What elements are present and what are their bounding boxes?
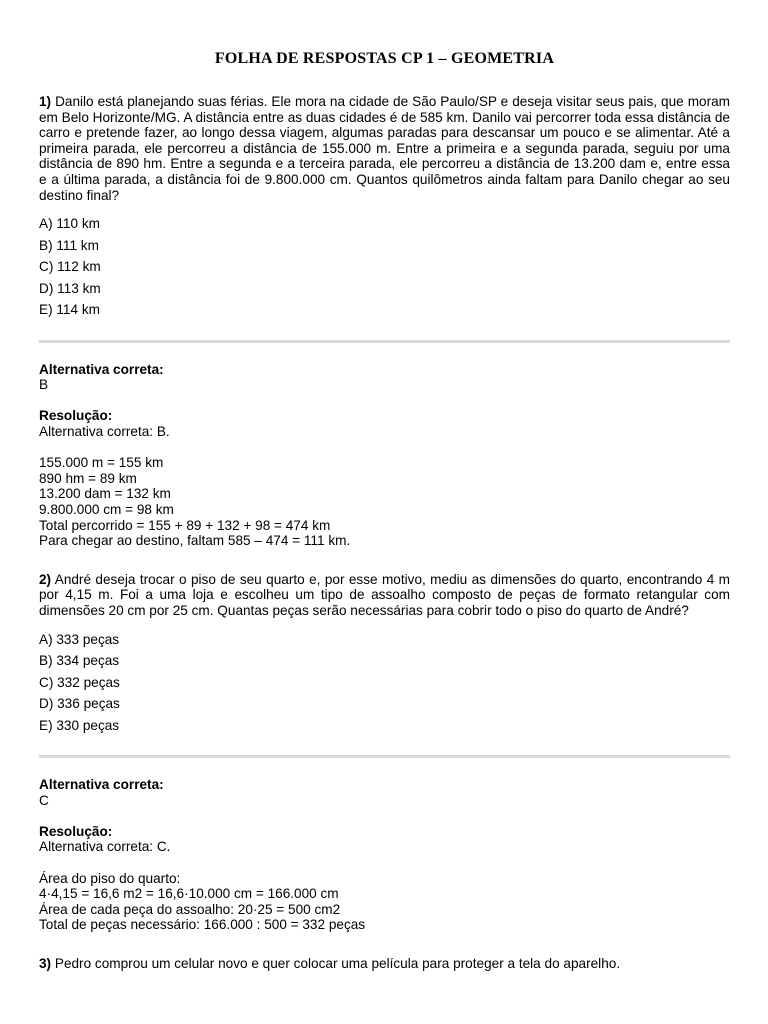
resolution-line: 890 hm = 89 km bbox=[39, 470, 137, 486]
option-e: E) 114 km bbox=[39, 302, 100, 318]
page-title: FOLHA DE RESPOSTAS CP 1 – GEOMETRIA bbox=[214, 50, 555, 67]
answer-value: C bbox=[39, 792, 49, 808]
option-b: B) 334 peças bbox=[39, 653, 120, 669]
resolution-line: Total de peças necessário: 166.000 : 500 = 332 peças bbox=[39, 917, 366, 933]
option-c: C) 332 peças bbox=[39, 674, 120, 690]
question-1-number: 1) bbox=[39, 94, 52, 109]
resolution-label: Resolução: bbox=[39, 823, 113, 839]
option-c: C) 112 km bbox=[39, 259, 101, 275]
option-d: D) 336 peças bbox=[39, 696, 120, 712]
answer-label: Alternativa correta: bbox=[39, 361, 164, 377]
resolution-line: 4·4,15 = 16,6 m2 = 16,6·10.000 cm = 166.000 cm bbox=[39, 886, 339, 902]
option-a: A) 333 peças bbox=[39, 631, 120, 647]
question-1-text: 1) Danilo está planejando suas férias. Ele mora na cidade de São Paulo/SP e deseja visitar seus pais, que moram em Belo Horizonte/MG. A distância entre as duas cidades é de 585 km. Danilo vai percorrer toda essa distância de carro e pretende fazer, ao longo dessa viagem, algumas paradas para descansar um pouco e se alimentar. Até a primeira parada, ele percorreu a distância de 155.000 m. Entre a primeira e a segunda parada, seguiu por uma distância de 890 hm. Entre a segunda e a terceira parada, ele percorreu a distância de 13.200 dam e, entre essa e a última parada, a distância foi de 9.800.000 cm. Quantos quilômetros ainda faltam para Danilo chegar ao seu destino final? bbox=[39, 94, 730, 203]
question-3-number: 3) bbox=[39, 956, 52, 971]
resolution-line: Área do piso do quarto: bbox=[39, 870, 181, 886]
resolution-label: Resolução: bbox=[39, 408, 113, 424]
option-d: D) 113 km bbox=[39, 280, 101, 296]
option-a: A) 110 km bbox=[39, 216, 100, 232]
resolution-line: Total percorrido = 155 + 89 + 132 + 98 = 474 km bbox=[39, 517, 331, 533]
resolution-line: Área de cada peça do assoalho: 20·25 = 500 cm2 bbox=[39, 901, 341, 917]
option-b: B) 111 km bbox=[39, 237, 99, 253]
answer-value: B bbox=[39, 377, 49, 393]
question-1-options bbox=[39, 216, 730, 324]
question-2-text: 2) André deseja trocar o piso de seu quarto e, por esse motivo, mediu as dimensões do quarto, encontrando 4 m por 4,15 m. Foi a uma loja e escolheu um tipo de assoalho composto de peças de formato retangular com dimensões 20 cm por 25 cm. Quantas peças serão necessárias para cobrir todo o piso do quarto de André? bbox=[39, 571, 730, 618]
question-2-options bbox=[39, 632, 730, 740]
resolution-intro: Alternativa correta: B. bbox=[39, 424, 170, 440]
question-2-number: 2) bbox=[39, 571, 52, 587]
question-3-text: 3) Pedro comprou um celular novo e quer colocar uma película para proteger a tela do aparelho. bbox=[39, 956, 621, 971]
resolution-intro: Alternativa correta: C. bbox=[39, 839, 171, 855]
answer-label: Alternativa correta: bbox=[39, 777, 164, 793]
resolution-line: 9.800.000 cm = 98 km bbox=[39, 502, 174, 517]
option-e: E) 330 peças bbox=[39, 717, 120, 733]
resolution-line: 155.000 m = 155 km bbox=[39, 455, 164, 471]
resolution-line: Para chegar ao destino, faltam 585 – 474 = 111 km. bbox=[39, 533, 351, 549]
resolution-line: 13.200 dam = 132 km bbox=[39, 486, 171, 502]
